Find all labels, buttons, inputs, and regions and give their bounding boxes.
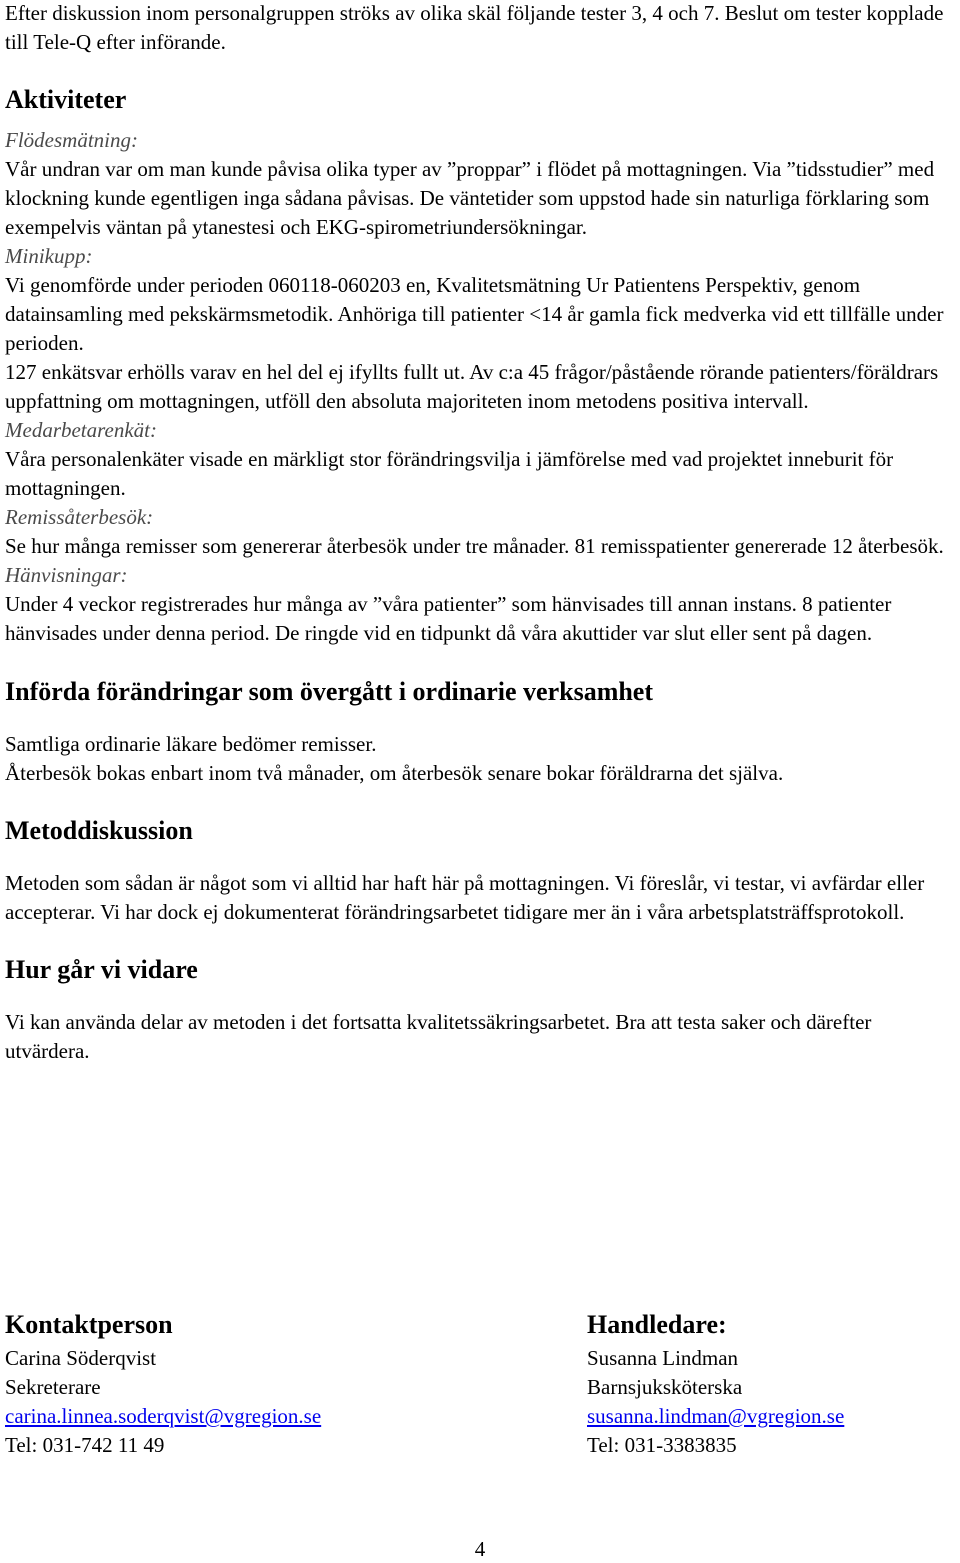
activity-text: Under 4 veckor registrerades hur många av ”våra patienter” som hänvisades till annan instans. 8 patienter hänvisades under denna period. De ringde vid en tidpunkt då våra akuttider var slut eller sent på dagen. bbox=[5, 592, 892, 645]
activity-text: Vår undran var om man kunde påvisa olika typer av ”proppar” i flödet på mottagningen. Via ”tidsstudier” med klockning kunde egentligen inga sådana påvisas. De väntetider som uppstod hade sin naturliga förklaring som exempelvis väntan på ytanestesi och EKG-spirometriundersökningar. bbox=[5, 157, 935, 239]
supervisor-heading: Handledare: bbox=[587, 1310, 727, 1339]
vidare-paragraph: Vi kan använda delar av metoden i det fortsatta kvalitetssäkringsarbetet. Bra att testa saker och därefter utvärdera. bbox=[5, 1010, 872, 1063]
activity-hanvisningar bbox=[5, 561, 960, 648]
activity-label: Flödesmätning: bbox=[5, 128, 138, 152]
contact-heading: Kontaktperson bbox=[5, 1310, 173, 1339]
activity-remissaterbesok bbox=[5, 503, 960, 561]
contact-email-link[interactable]: carina.linnea.soderqvist@vgregion.se bbox=[5, 1404, 322, 1428]
contact-name: Carina Söderqvist bbox=[5, 1346, 157, 1370]
contact-phone: Tel: 031-742 11 49 bbox=[5, 1433, 165, 1457]
activity-label: Medarbetarenkät: bbox=[5, 418, 158, 442]
activity-medarbetarenkat bbox=[5, 416, 960, 503]
activity-label: Hänvisningar: bbox=[5, 563, 128, 587]
metoddiskussion-paragraph: Metoden som sådan är något som vi alltid har haft här på mottagningen. Vi föreslår, vi testar, vi avfärdar eller accepterar. Vi har dock ej dokumenterat förändringsarbetet tidigare mer än i våra arbetsplatsträffsprotokoll. bbox=[5, 871, 925, 924]
activity-label: Remissåterbesök: bbox=[5, 505, 154, 529]
supervisor-email-link[interactable]: susanna.lindman@vgregion.se bbox=[587, 1404, 845, 1428]
supervisor-name: Susanna Lindman bbox=[587, 1346, 739, 1370]
page-number: 4 bbox=[474, 1537, 486, 1561]
forandringar-line-1: Samtliga ordinarie läkare bedömer remisser. bbox=[5, 732, 377, 756]
contact-person-block bbox=[5, 1308, 321, 1460]
forandringar-line-2: Återbesök bokas enbart inom två månader, om återbesök senare bokar föräldrarna det själva. bbox=[5, 761, 784, 785]
activity-minikupp bbox=[5, 242, 960, 416]
heading-hur-gar-vi-vidare: Hur går vi vidare bbox=[5, 955, 198, 984]
activity-text-continued: 127 enkätsvar erhölls varav en hel del ej ifyllts fullt ut. Av c:a 45 frågor/påstående rörande patienters/föräldrars uppfattning om mottagningen, utföll den absoluta majoriteten inom metodens positiva intervall. bbox=[5, 360, 939, 413]
supervisor-block bbox=[587, 1308, 844, 1460]
supervisor-role: Barnsjuksköterska bbox=[587, 1375, 743, 1399]
heading-forandringar: Införda förändringar som övergått i ordinarie verksamhet bbox=[5, 677, 654, 706]
activity-text: Våra personalenkäter visade en märkligt stor förändringsvilja i jämförelse med vad projektet inneburit för mottagningen. bbox=[5, 447, 894, 500]
heading-aktiviteter: Aktiviteter bbox=[5, 85, 127, 114]
supervisor-phone: Tel: 031-3383835 bbox=[587, 1433, 737, 1457]
activity-flodesmatning bbox=[5, 126, 960, 242]
activity-label: Minikupp: bbox=[5, 244, 93, 268]
activity-text: Se hur många remisser som genererar återbesök under tre månader. 81 remisspatienter genererade 12 återbesök. bbox=[5, 534, 944, 558]
document-page bbox=[5, 0, 960, 1066]
contact-role: Sekreterare bbox=[5, 1375, 101, 1399]
intro-paragraph: Efter diskussion inom personalgruppen ströks av olika skäl följande tester 3, 4 och 7. Beslut om tester kopplade till Tele-Q efter införande. bbox=[5, 1, 944, 54]
heading-metoddiskussion: Metoddiskussion bbox=[5, 816, 193, 845]
activity-text: Vi genomförde under perioden 060118-060203 en, Kvalitetsmätning Ur Patientens Perspektiv, genom datainsamling med pekskärmsmetodik. Anhöriga till patienter <14 år gamla fick medverka vid ett tillfälle under perioden. bbox=[5, 273, 944, 355]
